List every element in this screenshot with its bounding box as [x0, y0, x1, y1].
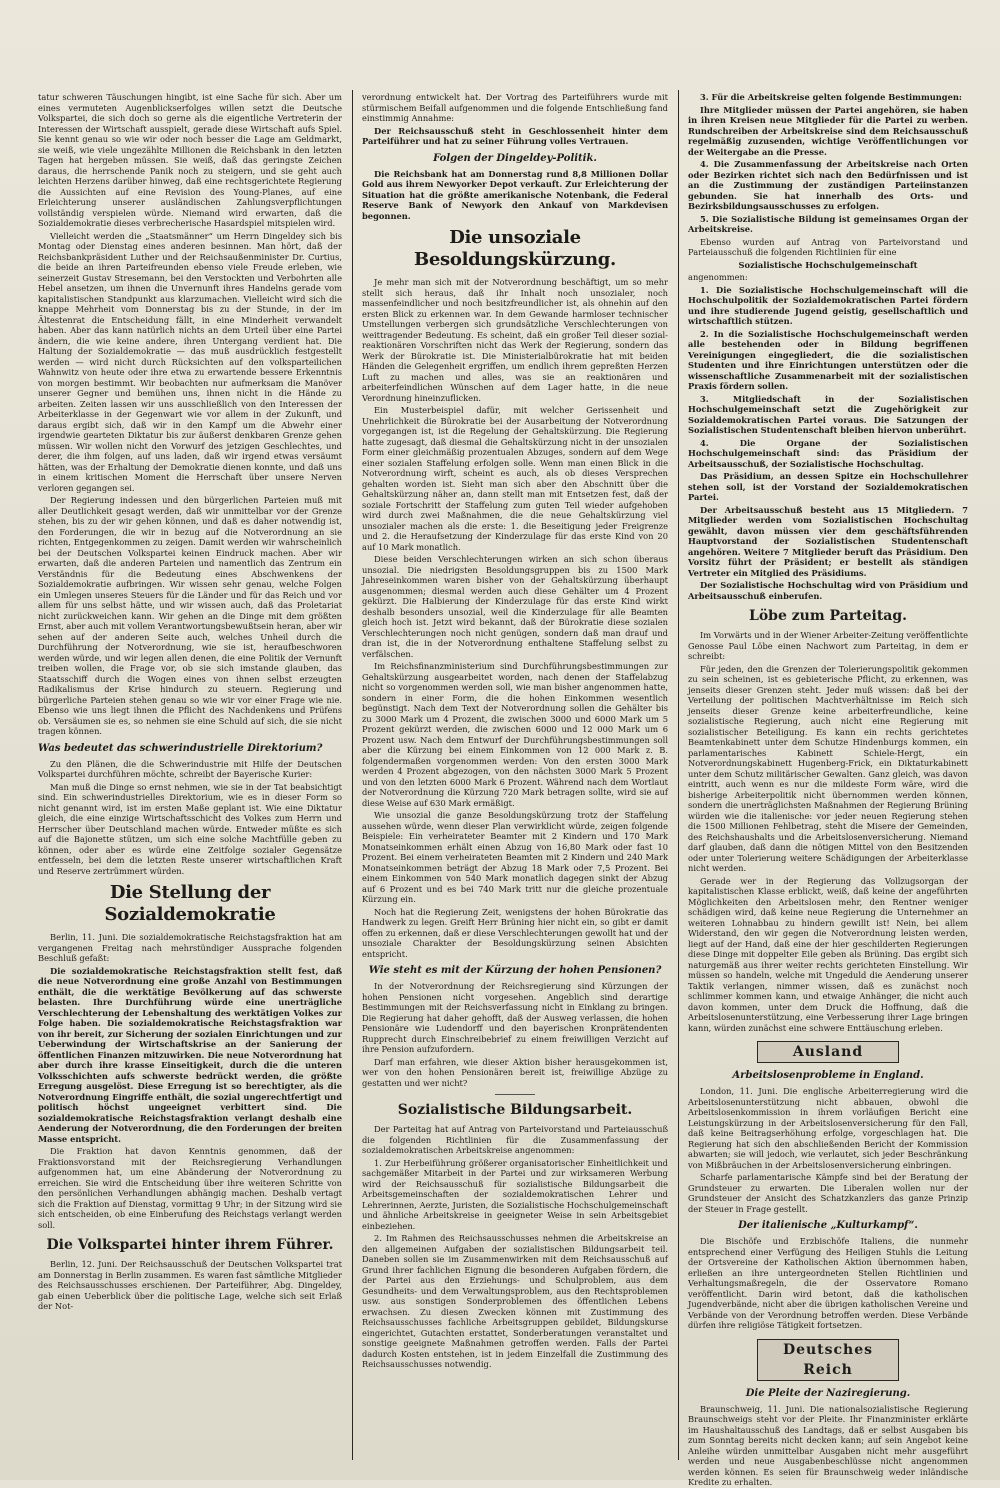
paragraph: Der Parteitag hat auf Antrag von Parteivorstand und Parteiausschuß die folgenden Richtlinien für die Zusammenfassung der sozialdemokratischen Arbeitskreise angenommen:	[362, 1124, 668, 1155]
paragraph: Der Arbeitsausschuß besteht aus 15 Mitgliedern. 7 Mitglieder werden vom Sozialistischen Hochschultag gewählt, davon müssen vier dem geschäftsführenden Hauptvorstand der Sozialistischen Studentenschaft angehören. Weitere 7 Mitglieder beruft das Präsidium. Den Vorsitz führt der Präsident; er bestellt als ständigen Vertreter ein Mitglied des Präsidiums.	[688, 504, 968, 578]
headline: Die Stellung der Sozialdemokratie	[104, 882, 276, 925]
paragraph: verordnung entwickelt hat. Der Vortrag des Parteiführers wurde mit stürmischem Beifall aufgenommen und die folgende Entschließung fand einstimmig Annahme:	[362, 92, 668, 123]
paragraph: 3. Für die Arbeitskreise gelten folgende Bestimmungen:	[700, 92, 962, 102]
column-rule	[352, 90, 353, 1460]
paragraph: Der Reichsausschuß steht in Geschlossenheit hinter dem Parteiführer und hat zu seiner Führung volles Vertrauen.	[362, 125, 668, 146]
paragraph: Ihre Mitglieder müssen der Partei angehören, sie haben in ihren Kreisen neue Mitglieder für die Partei zu werben. Rundschreiben der Arbeitskreise sind dem Reichsausschuß regelmäßig zuzusenden, wichtige Veröffentlichungen vor der Weitergabe an die Presse.	[688, 104, 968, 157]
paragraph: Diese beiden Verschlechterungen wirken an sich schon überaus unsozial. Die niedrigsten Besoldungsgruppen bis zu 1500 Mark Jahreseinkommen waren bisher von der Gehaltskürzung überhaupt ausgenommen; diesmal werden auch diese Gehälter um 4 Prozent gekürzt. Die Halbierung der Kinderzulage für das erste Kind wirkt deshalb besonders unsozial, weil die Kinderzulage für alle Beamten gleich hoch ist. Jetzt wird bekannt, daß der Bürokratie diese sozialen Verschlechterungen noch nicht genügen, sondern daß man drauf und dran ist, die in der Notverordnung enthaltene Staffelung selbst zu verfälschen.	[362, 554, 668, 659]
headline: Die unsoziale Besoldungskürzung.	[413, 227, 616, 270]
paragraph: Darf man erfahren, wie dieser Aktion bisher herausgekommen ist, wer von den hohen Pensionären bereit ist, freiwillige Abzüge zu gestatten und wer nicht?	[362, 1056, 668, 1088]
paragraph: Man muß die Dinge so ernst nehmen, wie sie in der Tat beabsichtigt sind. Ein schwerindustrielles Direktorium, wie es in dieser Form so nicht genannt wird, ist im ersten Maße geplant ist. Wie eine Diktatur gleich, die eine einzige Wirtschaftsschicht des Volkes zum Herrn und Herrscher über Deutschland machen würde. Entweder müßte es sich auf die Bajonette stützen, um sich eine solche Machtfülle geben zu können, oder aber es würde eine Zeitfolge sozialer Gegensätze entfesseln, bei dem die letzten Reste unserer wirtschaftlichen Kraft und Reserve zertrümmert würden.	[38, 781, 342, 876]
paragraph: 1. Die Sozialistische Hochschulgemeinschaft will die Hochschulpolitik der Sozialdemokratischen Partei fördern und ihre studierende Jugend geistig, gesellschaftlich und wirtschaftlich stützen.	[688, 284, 968, 326]
paragraph: Wie unsozial die ganze Besoldungskürzung trotz der Staffelung aussehen würde, wenn dieser Plan verwirklicht würde, zeigen folgende Beispiele: Ein verheirateter Beamter mit 2 Kindern und 170 Mark Monatseinkommen erhält einen Abzug von 16,80 Mark oder fast 10 Prozent. Bei einem verheirateten Beamten mit 2 Kindern und 240 Mark Monatseinkommen beträgt der Abzug 18 Mark oder 7,5 Prozent. Bei einem Einkommen von 540 Mark monatlich dagegen sinkt der Abzug auf 6 Prozent und es bei 740 Mark tritt nur die gleiche prozentuale Kürzung ein.	[362, 810, 668, 904]
section-box-deutsches-reich: Deutsches Reich	[757, 1339, 899, 1381]
paragraph: Sozialistische Hochschulgemeinschaft	[738, 259, 918, 270]
column-1	[38, 92, 342, 1458]
paragraph: Die Bischöfe und Erzbischöfe Italiens, die nunmehr entsprechend einer Verfügung des Heiligen Stuhls die Leitung der Ortsvereine der Katholischen Aktion übernommen haben, erließen an ihre untergeordneten Stellen Richtlinien und Verhaltungsmaßregeln, die der Osservatore Romano veröffentlicht. Darin wird betont, daß die katholischen Jugendverbände, nicht aber die übrigen katholischen Vereine und Verbände von der Verordnung betroffen werden. Diese Verbände dürfen ihre religiöse Tätigkeit fortsetzen.	[688, 1236, 968, 1330]
paragraph: Scharfe parlamentarische Kämpfe sind bei der Beratung der Grundsteuer zu erwarten. Die Liberalen wollen nur der Grundsteuer der Ansicht des Schatzkanzlers das ganze Prinzip der Steuer in Frage gestellt.	[688, 1172, 968, 1214]
paragraph: Berlin, 12. Juni. Der Reichsausschuß der Deutschen Volkspartei trat am Donnerstag in Berlin zusammen. Es waren fast sämtliche Mitglieder des Reichsausschusses erschienen. Der Parteiführer, Abg. Dingeldey, gab einen Ueberblick über die politische Lage, welche sich seit Erlaß der Not-	[38, 1259, 342, 1311]
paragraph: 4. Die Zusammenfassung der Arbeitskreise nach Orten oder Bezirken richtet sich nach den Bedürfnissen und ist an die Zustimmung der zuständigen Parteiinstanzen gebunden. Sie hat innerhalb des Orts- und Bezirksbildungsausschusses zu erfolgen.	[688, 159, 968, 211]
paragraph: Das Präsidium, an dessen Spitze ein Hochschullehrer stehen soll, ist der Vorstand der Sozialdemokratischen Partei.	[688, 471, 968, 502]
paragraph: Braunschweig, 11. Juni. Die nationalsozialistische Regierung Braunschweigs steht vor der Pleite. Ihr Finanzminister erklärte im Haushaltausschuß des Landtags, daß er selbst Ausgaben bis zum Sonntag bereits nicht decken kann; auf sein Angebot keine Anleihe würden unmittelbar Ausgaben nicht mehr ausgeführt werden und neue Ausgabenbeschlüsse nicht angenommen werden können. Es seien für Braunschweig weder inländische Kredite zu erhalten.	[688, 1403, 968, 1487]
section-heading: Arbeitslosenprobleme in England.	[732, 1070, 924, 1081]
paragraph: 4. Die Organe der Sozialistischen Hochschulgemeinschaft sind: das Präsidium der Arbeitsausschuß, der Sozialistische Hochschultag.	[688, 437, 968, 469]
paragraph: Für jeden, den die Grenzen der Tolerierungspolitik gekommen zu sein scheinen, ist es gebieterische Pflicht, zu erkennen, was jenseits dieser Grenzen steht. Jeder muß wissen: daß bei der Verteilung der politischen Machtverhältnisse im Reich sich jenseits dieser Grenze keine arbeiterfreundliche, keine sozialistische Regierung, auch nicht eine Regierung mit sozialistischer Beteiligung. Es kann ein rechts gerichtetes Beamtenkabinett unter dem Schutze Hindenburgs kommen, ein parlamentarisches Kabinett Schiele-Hergt, ein Notverordnungskabinett Hugenberg-Frick, ein Diktaturkabinett unter dem Schutz militärischer Gewalten. Ganz gleich, was davon eintritt, auch wenn es nur die mildeste Form wäre, wird die bisherige Arbeiterpolitik nicht übernommen werden können, sondern die unerträglichsten Maßnahmen der Regierung Brüning würden wie die italienische: vor jeder neuen Regierung stehen die 1500 Millionen Fehlbetrag, steht die Misere der Gemeinden, des Reichshaushalts und die Arbeitslosenversicherung. Niemand darf glauben, daß dann die nötigen Mittel von den Besitzenden oder unter Tolerierung weitere Schädigungen der Arbeiterklasse nicht werden.	[688, 663, 968, 873]
column-2	[362, 92, 668, 1458]
paragraph: angenommen:	[688, 272, 748, 282]
paragraph: Der Sozialistische Hochschultag wird von Präsidium und Arbeitsausschuß einberufen.	[688, 580, 968, 601]
paragraph: 2. Im Rahmen des Reichsausschusses nehmen die Arbeitskreise an den allgemeinen Aufgaben der sozialistischen Bildungsarbeit teil. Daneben sollen sie im Zusammenwirken mit dem Reichsausschuß auf Grund ihrer fachlichen Eignung die besonderen Aufgaben fördern, die der Partei aus den Erziehungs- und Schulproblem, aus dem Gesundheits- und dem Verwaltungsproblem, aus den Rechtsproblemen usw. aus sonstigen Sonderproblemen des öffentlichen Lebens erwachsen. Zu diesen Zwecken können mit Zustimmung des Reichsausschusses fachliche Arbeitsgruppen gebildet, Bildungskurse eingerichtet, Gutachten erstattet, Sonderberatungen veranstaltet und sonstige geeignete Maßnahmen getroffen werden. Falls der Partei dadurch Kosten entstehen, ist in jedem Einzelfall die Zustimmung des Reichsausschusses notwendig.	[362, 1233, 668, 1369]
paragraph: Die Reichsbank hat am Donnerstag rund 8,8 Millionen Dollar Gold aus ihrem Newyorker Depot verkauft. Zur Erleichterung der Situation hat die größte amerikanische Notenbank, die Federal Reserve Bank of Newyork den Ankauf von Markdevisen begonnen.	[362, 168, 668, 221]
section-heading: Wie steht es mit der Kürzung der hohen Pensionen?	[368, 965, 662, 976]
separator	[495, 1094, 535, 1095]
paragraph: Je mehr man sich mit der Notverordnung beschäftigt, um so mehr stellt sich heraus, daß ihr Inhalt noch unsozialer, noch massenfeindlicher und noch besitzfreundlicher ist, als ohnehin auf den ersten Blick zu erkennen war. In dem Gewande harmloser technischer Umstellungen verbergen sich grundsätzliche Verschlechterungen von weittragender Bedeutung. Es scheint, daß ein großer Teil dieser sozial-reaktionären Vorschriften nicht das Werk der Regierung, sondern das Werk der Bürokratie ist. Die Ministerialbürokratie hat mit beiden Händen die Gelegenheit ergriffen, um endlich ihrem gepreßten Herzen Luft zu machen und alles, was sie an reaktionären und arbeiterfeindlichen Wünschen auf dem Lager hatte, in die neue Verordnung hineinzuflicken.	[362, 277, 668, 403]
section-heading: Die Pleite der Naziregierung.	[745, 1387, 911, 1399]
paragraph: Die Fraktion hat davon Kenntnis genommen, daß der Fraktionsvorstand mit der Reichsregierung Verhandlungen aufgenommen hat, um eine Abänderung der Notverordnung zu erreichen. Sie wird die Entscheidung über ihre weiteren Schritte von den persönlichen Verhandlungen abhängig machen. Deshalb vertagt sich die Fraktion auf Dienstag, vormittag 9 Uhr; in der Sitzung wird sie sich entscheiden, ob eine Einberufung des Reichstags verlangt werden soll.	[38, 1146, 342, 1230]
paragraph: 5. Die Sozialistische Bildung ist gemeinsames Organ der Arbeitskreise.	[688, 213, 968, 234]
paragraph: Ebenso wurden auf Antrag von Parteivorstand und Parteiausschuß die folgenden Richtlinien für eine	[688, 236, 968, 257]
paragraph: Noch hat die Regierung Zeit, wenigstens der hohen Bürokratie das Handwerk zu legen. Greift Herr Brüning hier nicht ein, so gibt er damit offen zu erkennen, daß er diese Verschlechterungen gewollt hat und der unsoziale Charakter der Besoldungskürzung seinen Absichten entspricht.	[362, 906, 668, 959]
paragraph: 1. Zur Herbeiführung größerer organisatorischer Einheitlichkeit und sachgemäßer Mitarbeit in der Partei und zur wirksameren Werbung wird der Reichsausschuß für sozialistische Bildungsarbeit die Arbeitsgemeinschaften der sozialdemokratischen Lehrer und Lehrerinnen, Aerzte, Juristen, die Sozialistische Hochschulgemeinschaft und ähnliche Arbeitskreise in geeigneter Weise in sein Arbeitsgebiet einbeziehen.	[362, 1157, 668, 1231]
paragraph: Der Regierung indessen und den bürgerlichen Parteien muß mit aller Deutlichkeit gesagt werden, daß wir unmittelbar vor der Grenze stehen, bis zu der wir gehen können, und daß es daher notwendig ist, den Forderungen, die wir in bezug auf die Notverordnung an sie richten, Entgegenkommen zu zeigen. Damit werden wir wahrscheinlich bei der Deutschen Volkspartei keinen Eindruck machen. Aber wir erwarten, daß die anderen Parteien und namentlich das Zentrum ein Verständnis für die Bedeutung eines Abschwenkens der Sozialdemokratie aufbringen. Wir wissen sehr genau, welche Folgen ein Umlegen unseres Steuers für die Länder und für das Reich und vor allem für uns selbst hätte, und wir wissen auch, daß das Proletariat nicht zurückweichen kann. Wir gehen an die Dinge mit dem größten Ernst, aber auch mit vollem Verantwortungsbewußtsein heran, aber wir sehen auf der anderen Seite auch, welches Unheil durch die Durchführung der Notverordnung, wie sie ist, heraufbeschworen werden würde, und wir legen allen denen, die eine Politik der Vernunft treiben wollen, die Frage vor, ob sie sich imstande glauben, das Staatsschiff durch die Wogen eines von ihnen selbst erzeugten Radikalismus der Krise hindurch zu steuern. Regierung und bürgerliche Parteien stehen genau so wie wir vor einer Frage wie nie. Ebenso wie uns liegt ihnen die Pflicht des Nachdenkens und Prüfens ob. Versäumen sie es, so nehmen sie eine Schuld auf sich, die sie nicht tragen können.	[38, 495, 342, 736]
headline: Sozialistische Bildungsarbeit.	[397, 1102, 633, 1118]
section-heading: Was bedeutet das schwerindustrielle Direktorium?	[38, 742, 323, 754]
column-rule	[678, 90, 679, 1460]
column-3	[688, 92, 968, 1487]
paragraph: Gerade wer in der Regierung das Vollzugsorgan der kapitalistischen Klasse erblickt, weiß, daß keine der angeführten Möglichkeiten den Arbeitslosen mehr, den Rentner weniger schädigen wird, daß keine neue Regierung die Unternehmer an weiteren Lohnabbau zu hindern gewillt ist! Nein, bei allem Widerstand, den wir gegen die Notverordnung leisten werden, liegt auf der Hand, daß eine der hier geschilderten Regierungen diese Dinge mit doppelter Eile geben als Brüning. Das ergibt sich naturgemäß aus ihrer weiter rechts gerichteten Einstellung. Wir müssen so handeln, welche mit Ungeduld die Aenderung unserer Taktik verlangen, nimmer wissen, daß es zunächst noch schlimmer kommen kann, und etwaige Anhänger, die nicht auch davon kommen, unter dem Druck die Hoffnung, daß die Arbeitslosenunterstützung, eine Verbesserung ihrer Lage bringen kann, würden zunächst eine schwere Enttäuschung erleben.	[688, 875, 968, 1033]
section-heading: Folgen der Dingeldey-Politik.	[433, 152, 597, 164]
paragraph: Die sozialdemokratische Reichstagsfraktion stellt fest, daß die neue Notverordnung eine große Anzahl von Bestimmungen enthält, die die werktätige Bevölkerung auf das schwerste belasten. Ihre Durchführung würde eine unerträgliche Verschlechterung der Lebenshaltung des werktätigen Volkes zur Folge haben. Die sozialdemokratische Reichstagsfraktion war von ihr bereit, zur Sicherung der sozialen Einrichtungen und zur Ueberwindung der Wirtschaftskrise an der Sanierung der öffentlichen Finanzen mitzuwirken. Die neue Notverordnung hat aber durch ihre krasse Einseitigkeit, durch die die unteren Volksschichten aufs schwerste bedrückt werden, die größte Erregung ausgelöst. Diese Erregung ist so berechtigter, als die Notverordnung Eingriffe enthält, die sozial ungerechtfertigt und politisch höchst ungeeignet verbittert sind. Die sozialdemokratische Reichstagsfraktion verlangt deshalb eine Aenderung der Notverordnung, die den Forderungen der breiten Masse entspricht.	[38, 965, 342, 1144]
paragraph: Berlin, 11. Juni. Die sozialdemokratische Reichstagsfraktion hat am vergangenen Freitag nach mehrstündiger Aussprache folgenden Beschluß gefaßt:	[38, 932, 342, 963]
paragraph: Zu den Plänen, die die Schwerindustrie mit Hilfe der Deutschen Volkspartei durchführen möchte, schreibt der Bayerische Kurier:	[38, 758, 342, 779]
headline: Löbe zum Parteitag.	[748, 608, 908, 624]
paragraph: Ein Musterbeispiel dafür, mit welcher Gerissenheit und Unehrlichkeit die Bürokratie bei der Ausarbeitung der Notverordnung vorgegangen ist, ist die Regelung der Gehaltskürzung. Die Regierung hatte zugesagt, daß diesmal die Gehaltskürzung nicht in der unsozialen Form einer gleichmäßig prozentualen Abzuges, sondern auf dem Wege einer sozialen Staffelung erfolgen solle. Wenn man einen Blick in die Notverordnung wirft, scheint es auch, als ob dieses Versprechen gehalten worden ist. Sieht man sich aber den Abschnitt über die Gehaltskürzung näher an, dann stellt man mit Entsetzen fest, daß der soziale Fortschritt der Staffelung zum guten Teil wieder aufgehoben wird durch zwei Maßnahmen, die die neue Gehaltskürzung viel unsozialer machen als die erste: 1. die Beseitigung jeder Freigrenze und 2. die Heraufsetzung der Kinderzulage für das erste Kind von 20 auf 10 Mark monatlich.	[362, 405, 668, 552]
section-box-ausland: Ausland	[757, 1041, 899, 1063]
paragraph: Im Vorwärts und in der Wiener Arbeiter-Zeitung veröffentlichte Genosse Paul Löbe einen Nachwort zum Parteitag, in dem er schreibt:	[688, 630, 968, 661]
paragraph: Vielleicht werden die „Staatsmänner“ um Herrn Dingeldey sich bis Montag oder Dienstag eines anderen besinnen. Man hört, daß der Reichsbankpräsident Luther und der Reichsaußenminister Dr. Curtius, die beide an ihren Parteifreunden ebenso viele Freude erleben, wie seinerzeit Gustav Stresemann, bei den Verstockten und Verbohrten alle Hebel ansetzen, um ihnen die Unvernunft ihres Handelns gerade vom kapitalistischen Standpunkt aus klarzumachen. Vielleicht wird sich die knappe Mehrheit vom Donnerstag bis zu der Stunde, in der im Ältestenrat die Entscheidung fällt, in eine Minderheit verwandelt haben. Aber das kann natürlich nichts an dem Urteil über eine Partei ändern, die wie keine andere, ihren Untergang verdient hat. Die Haltung der Sozialdemokratie — das muß ausdrücklich festgestellt werden — wird nicht durch Rücksichten auf den volksparteilichen Wahnwitz von heute oder ihre etwa zu erwartende bessere Erkenntnis von morgen bestimmt. Wir beobachten nur aufmerksam die Manöver unserer Gegner und bemühen uns, ihnen nicht in die Hände zu arbeiten. Zeiten lassen wir uns ausschließlich von den Interessen der Arbeiterklasse in der Gegenwart wie vor allem in der Zukunft, und daraus ergibt sich, daß wir in den Kampf um die Abwehr einer irgendwie gearteten Diktatur bis zur äußerst denkbaren Grenze gehen müssen. Wir wollen nicht den Vorwurf des jetzigen Geschlechtes, und derer, die ihm folgen, auf uns laden, daß wir irgend etwas versäumt hätten, was der Erhaltung der Demokratie dienen konnte, und daß uns in einem kritischen Moment die Herrschaft über unsere Nerven verloren gegangen sei.	[38, 230, 342, 493]
paragraph: Im Reichsfinanzministerium sind Durchführungsbestimmungen zur Gehaltskürzung ausgearbeitet worden, nach denen der Staffelabzug nicht so vorgenommen werden soll, wie man bisher angenommen hatte, sondern in einer Form, die die hohen Einkommen wesentlich begünstigt. Nach dem Text der Notverordnung sollen die Gehälter bis zu 3000 Mark um 4 Prozent, die zwischen 3000 und 6000 Mark um 5 Prozent gekürzt werden, die zwischen 6000 und 12 000 Mark um 6 Prozent usw. Nach dem Entwurf der Durchführungsbestimmungen soll aber die Kürzung bei einem Einkommen von 12 000 Mark z. B. folgendermaßen vorgenommen werden: Von den ersten 3000 Mark werden 4 Prozent abgezogen, von den nächsten 3000 Mark 5 Prozent und von den letzten 6000 Mark 6 Prozent. Während nach dem Wortlaut der Notverordnung die Kürzung 720 Mark betragen sollte, wird sie auf diese Weise auf 630 Mark ermäßigt.	[362, 661, 668, 808]
headline: Die Volkspartei hinter ihrem Führer.	[46, 1237, 334, 1253]
paragraph: 3. Mitgliedschaft in der Sozialistischen Hochschulgemeinschaft setzt die Zugehörigkeit zur Sozialdemokratischen Partei voraus. Die Satzungen der Sozialistischen Studentenschaft bleiben hiervon unberührt.	[688, 393, 968, 435]
paragraph: 2. In die Sozialistische Hochschulgemeinschaft werden alle bestehenden oder in Bildung begriffenen Vereinigungen eingegliedert, die die sozialistischen Studenten und ihre Einrichtungen unterstützen oder die wissenschaftliche Zusammenarbeit mit der sozialistischen Praxis fördern sollen.	[688, 328, 968, 391]
paragraph: London, 11. Juni. Die englische Arbeiterregierung wird die Arbeitslosenunterstützung nicht abbauen, obwohl die Arbeitslosenkommission in ihrem vorläufigen Bericht eine Leistungskürzung in der Arbeitslosenversicherung für den Fall, daß keine Beitragserhöhung erfolge, vorgeschlagen hat. Die Regierung hat sich den abschließenden Bericht der Kommission abwarten; sie will jedoch, wie verlautet, sich jeder Beschränkung von Mißbräuchen in der Arbeitslosenversicherung einbringen.	[688, 1086, 968, 1170]
paragraph: In der Notverordnung der Reichsregierung sind Kürzungen der hohen Pensionen nicht vorgesehen. Angeblich sind derartige Bestimmungen mit der Reichsverfassung nicht in Einklang zu bringen. Die Regierung hat daher gehofft, daß der Ausweg verlassen, die hohen Pensionäre wie Ludendorff und den bayerischen Kronprätendenten Rupprecht durch Einschreibebrief zu einem freiwilligen Verzicht auf ihre Pension aufzufordern.	[362, 981, 668, 1054]
paragraph: tatur schweren Täuschungen hingibt, ist eine Sache für sich. Aber um eines vermuteten Augenblickserfolges willen setzt die Deutsche Volkspartei, die sich doch so gerne als die eigentliche Vertreterin der Interessen der Wirtschaft ausspielt, gerade diese Wirtschaft aufs Spiel. Sie kennt genau so wie wir oder noch besser die Lage am Geldmarkt, sie weiß, wie viele ungezählte Millionen die Reichsbank in den letzten Tagen hat hergeben müssen. Sie weiß, daß das geringste Zeichen daraus, die herrschende Panik noch zu steigern, und sie geht auch leichten Herzens darüber hinweg, daß eine rechtsgerichtete Regierung die Aussichten auf eine Revision des Young-Planes, auf eine Erleichterung unserer ausländischen Zahlungsverpflichtungen vollständig verspielen würde. Niemand wird erwarten, daß die Sozialdemokratie dieses verbrecherische Hasardspiel mitspielen wird.	[38, 92, 342, 228]
section-heading: Der italienische „Kulturkampf“.	[738, 1220, 918, 1231]
